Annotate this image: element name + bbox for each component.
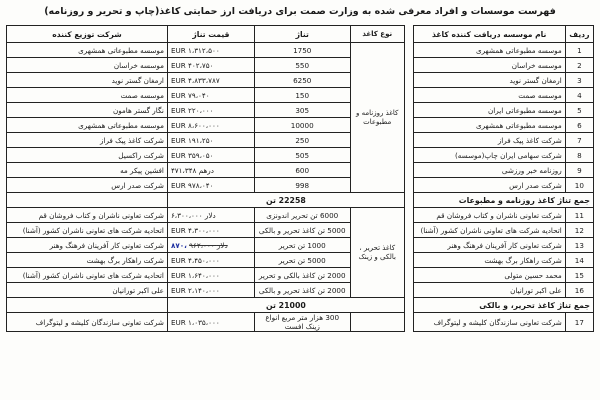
price-value: EUR ۱،۰۳۵،۰۰۰ — [167, 313, 254, 332]
row-number: 4 — [565, 88, 593, 103]
total-label: جمع تناژ کاغذ تحریر، و بالکی — [413, 298, 593, 313]
tonnage-value: 6250 — [254, 73, 350, 88]
table-row — [7, 133, 594, 148]
column-gap — [404, 253, 413, 268]
tonnage-value: 150 — [254, 88, 350, 103]
document-title: فهرست موسسات و افراد معرفی شده به وزارت صمت برای دریافت ارز حمایتی کاغذ(چاپ و تحریر و روزنامه) — [44, 6, 556, 17]
column-gap — [404, 178, 413, 193]
row-number: 2 — [565, 58, 593, 73]
tonnage-value: 300 هزار متر مربع انواع زینک افست — [254, 313, 350, 332]
table-row — [7, 268, 594, 283]
column-gap — [404, 268, 413, 283]
header-distributor: شرکت توزیع کننده — [7, 26, 168, 43]
tonnage-value: 2000 تن کاغذ تحریر و بالکی — [254, 283, 350, 298]
header-paper-type: نوع کاغذ — [350, 26, 404, 43]
distributor-name: موسسه مطبوعاتی همشهری — [7, 43, 168, 58]
header-institution: نام موسسه دریافت کننده کاغذ — [413, 26, 565, 43]
table-header-row — [7, 26, 594, 43]
price-value: ۶،۳۰۰،۰۰۰ دلار — [167, 208, 254, 223]
institution-name: ارمغان گستر نوید — [413, 73, 565, 88]
column-gap — [404, 26, 413, 43]
price-value: EUR ۱،۶۴۰،۰۰۰ — [167, 268, 254, 283]
tonnage-value: 998 — [254, 178, 350, 193]
institution-name: شرکت تعاونی ناشران و کتاب فروشان قم — [413, 208, 565, 223]
tonnage-value: 10000 — [254, 118, 350, 133]
row-number: 12 — [565, 223, 593, 238]
price-value: EUR ۴،۸۳۳،۷۸۷ — [167, 73, 254, 88]
institution-name: شرکت تعاونی کار آفرینان فرهنگ وهنر — [413, 238, 565, 253]
column-gap — [404, 208, 413, 223]
column-gap — [404, 103, 413, 118]
distributor-name: شرکت تعاونی ناشران و کتاب فروشان قم — [7, 208, 168, 223]
distributor-name: نگار گستر هامون — [7, 103, 168, 118]
table-row — [7, 103, 594, 118]
paper-type-newsprint: کاغذ روزنامه و مطبوعات — [350, 43, 404, 193]
distributor-name: شرکت صدر ارس — [7, 178, 168, 193]
tonnage-value: 5000 تن تحریر — [254, 253, 350, 268]
row-number: 11 — [565, 208, 593, 223]
table-row — [7, 223, 594, 238]
institution-name: موسسه مطبوعاتی ایران — [413, 103, 565, 118]
distributor-name: موسسه خراسان — [7, 58, 168, 73]
price-value — [167, 238, 254, 253]
column-gap — [404, 148, 413, 163]
row-number: 6 — [565, 118, 593, 133]
tonnage-value: 1000 تن تحریر — [254, 238, 350, 253]
column-gap — [404, 283, 413, 298]
distributor-name: علی اکبر تورانیان — [7, 283, 168, 298]
column-gap — [404, 193, 413, 208]
table-row — [7, 313, 594, 332]
tonnage-value: 305 — [254, 103, 350, 118]
column-gap — [404, 43, 413, 58]
tonnage-value: 600 — [254, 163, 350, 178]
institution-name: شرکت سهامی ایران چاپ(موسسه) — [413, 148, 565, 163]
total-empty — [7, 193, 168, 208]
paper-allocation-table — [6, 25, 594, 332]
institution-name: علی اکبر تورانیان — [413, 283, 565, 298]
table-row — [7, 208, 594, 223]
tonnage-value: 250 — [254, 133, 350, 148]
distributor-name: افشین پیکر مه — [7, 163, 168, 178]
handwritten-correction: ۸۷۰، — [170, 240, 187, 250]
paper-type-empty — [350, 313, 404, 332]
price-value: EUR ۴،۴۵۰،۰۰۰ — [167, 253, 254, 268]
row-number: 17 — [565, 313, 593, 332]
tonnage-value: 2000 تن کاغذ بالکی و تحریر — [254, 268, 350, 283]
column-gap — [404, 133, 413, 148]
column-gap — [404, 163, 413, 178]
row-number: 7 — [565, 133, 593, 148]
price-value: ۴۷۱،۳۴۸ درهم — [167, 163, 254, 178]
tonnage-value: 505 — [254, 148, 350, 163]
table-row — [7, 73, 594, 88]
table-row — [7, 253, 594, 268]
table-row — [7, 283, 594, 298]
row-number: 15 — [565, 268, 593, 283]
crossed-out-price: ۹۶۲،۰۰۰ دلار — [189, 240, 228, 250]
header-row-number: ردیف — [565, 26, 593, 43]
distributor-name: اتحادیه شرکت های تعاونی ناشران کشور (آشنا) — [7, 268, 168, 283]
distributor-name: موسسه صمت — [7, 88, 168, 103]
distributor-name: موسسه مطبوعاتی همشهری — [7, 118, 168, 133]
table-row — [7, 238, 594, 253]
price-value: EUR ۹۷۸،۰۴۰ — [167, 178, 254, 193]
price-value: EUR ۳۵۹،۰۵۰ — [167, 148, 254, 163]
table-row — [7, 178, 594, 193]
distributor-name: ارمغان گستر نوید — [7, 73, 168, 88]
institution-name: محمد حسین متولی — [413, 268, 565, 283]
institution-name: موسسه خراسان — [413, 58, 565, 73]
institution-name: موسسه مطبوعاتی همشهری — [413, 43, 565, 58]
column-gap — [404, 73, 413, 88]
price-value: EUR ۷۹،۰۴۰ — [167, 88, 254, 103]
distributor-name: شرکت تعاونی سازندگان کلیشه و لیتوگراف — [7, 313, 168, 332]
distributor-name: اتحادیه شرکت های تعاونی ناشران کشور (آشنا) — [7, 223, 168, 238]
price-value: EUR ۲،۱۴۰،۰۰۰ — [167, 283, 254, 298]
institution-name: روزنامه خبر ورزشی — [413, 163, 565, 178]
institution-name: شرکت راهکار برگ بهشت — [413, 253, 565, 268]
institution-name: شرکت صدر ارس — [413, 178, 565, 193]
row-number: 3 — [565, 73, 593, 88]
column-gap — [404, 313, 413, 332]
table-row — [7, 88, 594, 103]
table-row — [7, 148, 594, 163]
tonnage-value: 6000 تن تحریر اندونزی — [254, 208, 350, 223]
table-row — [7, 118, 594, 133]
row-number: 10 — [565, 178, 593, 193]
price-value: EUR ۱،۳۱۲،۵۰۰ — [167, 43, 254, 58]
tonnage-value: 1750 — [254, 43, 350, 58]
table-row — [7, 163, 594, 178]
total-label: جمع تناژ کاغذ روزنامه و مطبوعات — [413, 193, 593, 208]
institution-name: اتحادیه شرکت های تعاونی ناشران کشور (آشنا) — [413, 223, 565, 238]
institution-name: موسسه صمت — [413, 88, 565, 103]
total-value: 21000 تن — [167, 298, 404, 313]
total-row — [7, 298, 594, 313]
row-number: 1 — [565, 43, 593, 58]
column-gap — [404, 223, 413, 238]
institution-name: موسسه مطبوعاتی همشهری — [413, 118, 565, 133]
price-value: EUR ۱۹۱،۲۵۰ — [167, 133, 254, 148]
column-gap — [404, 88, 413, 103]
tonnage-value: 550 — [254, 58, 350, 73]
header-price: قیمت تناژ — [167, 26, 254, 43]
row-number: 13 — [565, 238, 593, 253]
distributor-name: شرکت راهکار برگ بهشت — [7, 253, 168, 268]
table-row — [7, 43, 594, 58]
row-number: 16 — [565, 283, 593, 298]
price-value: EUR ۸،۶۰۰،۰۰۰ — [167, 118, 254, 133]
column-gap — [404, 58, 413, 73]
price-value: EUR ۲۲۰،۰۰۰ — [167, 103, 254, 118]
institution-name: شرکت تعاونی سازندگان کلیشه و لیتوگراف — [413, 313, 565, 332]
total-value: 22258 تن — [167, 193, 404, 208]
table-body — [7, 43, 594, 332]
row-number: 8 — [565, 148, 593, 163]
price-value: EUR ۴۰۲،۷۵۰ — [167, 58, 254, 73]
column-gap — [404, 298, 413, 313]
total-empty — [7, 298, 168, 313]
column-gap — [404, 238, 413, 253]
row-number: 5 — [565, 103, 593, 118]
total-row — [7, 193, 594, 208]
price-value: EUR ۴،۳۰۰،۰۰۰ — [167, 223, 254, 238]
column-gap — [404, 118, 413, 133]
row-number: 9 — [565, 163, 593, 178]
table-row — [7, 58, 594, 73]
distributor-name: شرکت تعاونی کار آفرینان فرهنگ وهنر — [7, 238, 168, 253]
row-number: 14 — [565, 253, 593, 268]
institution-name: شرکت کاغذ پیک فراز — [413, 133, 565, 148]
header-tonnage: تناژ — [254, 26, 350, 43]
paper-type-writing: کاغذ تحریر ، بالکی و زینک — [350, 208, 404, 298]
distributor-name: شرکت کاغذ پیک فراز — [7, 133, 168, 148]
tonnage-value: 5000 تن کاغذ تحریر و بالکی — [254, 223, 350, 238]
distributor-name: شرکت راکسیل — [7, 148, 168, 163]
